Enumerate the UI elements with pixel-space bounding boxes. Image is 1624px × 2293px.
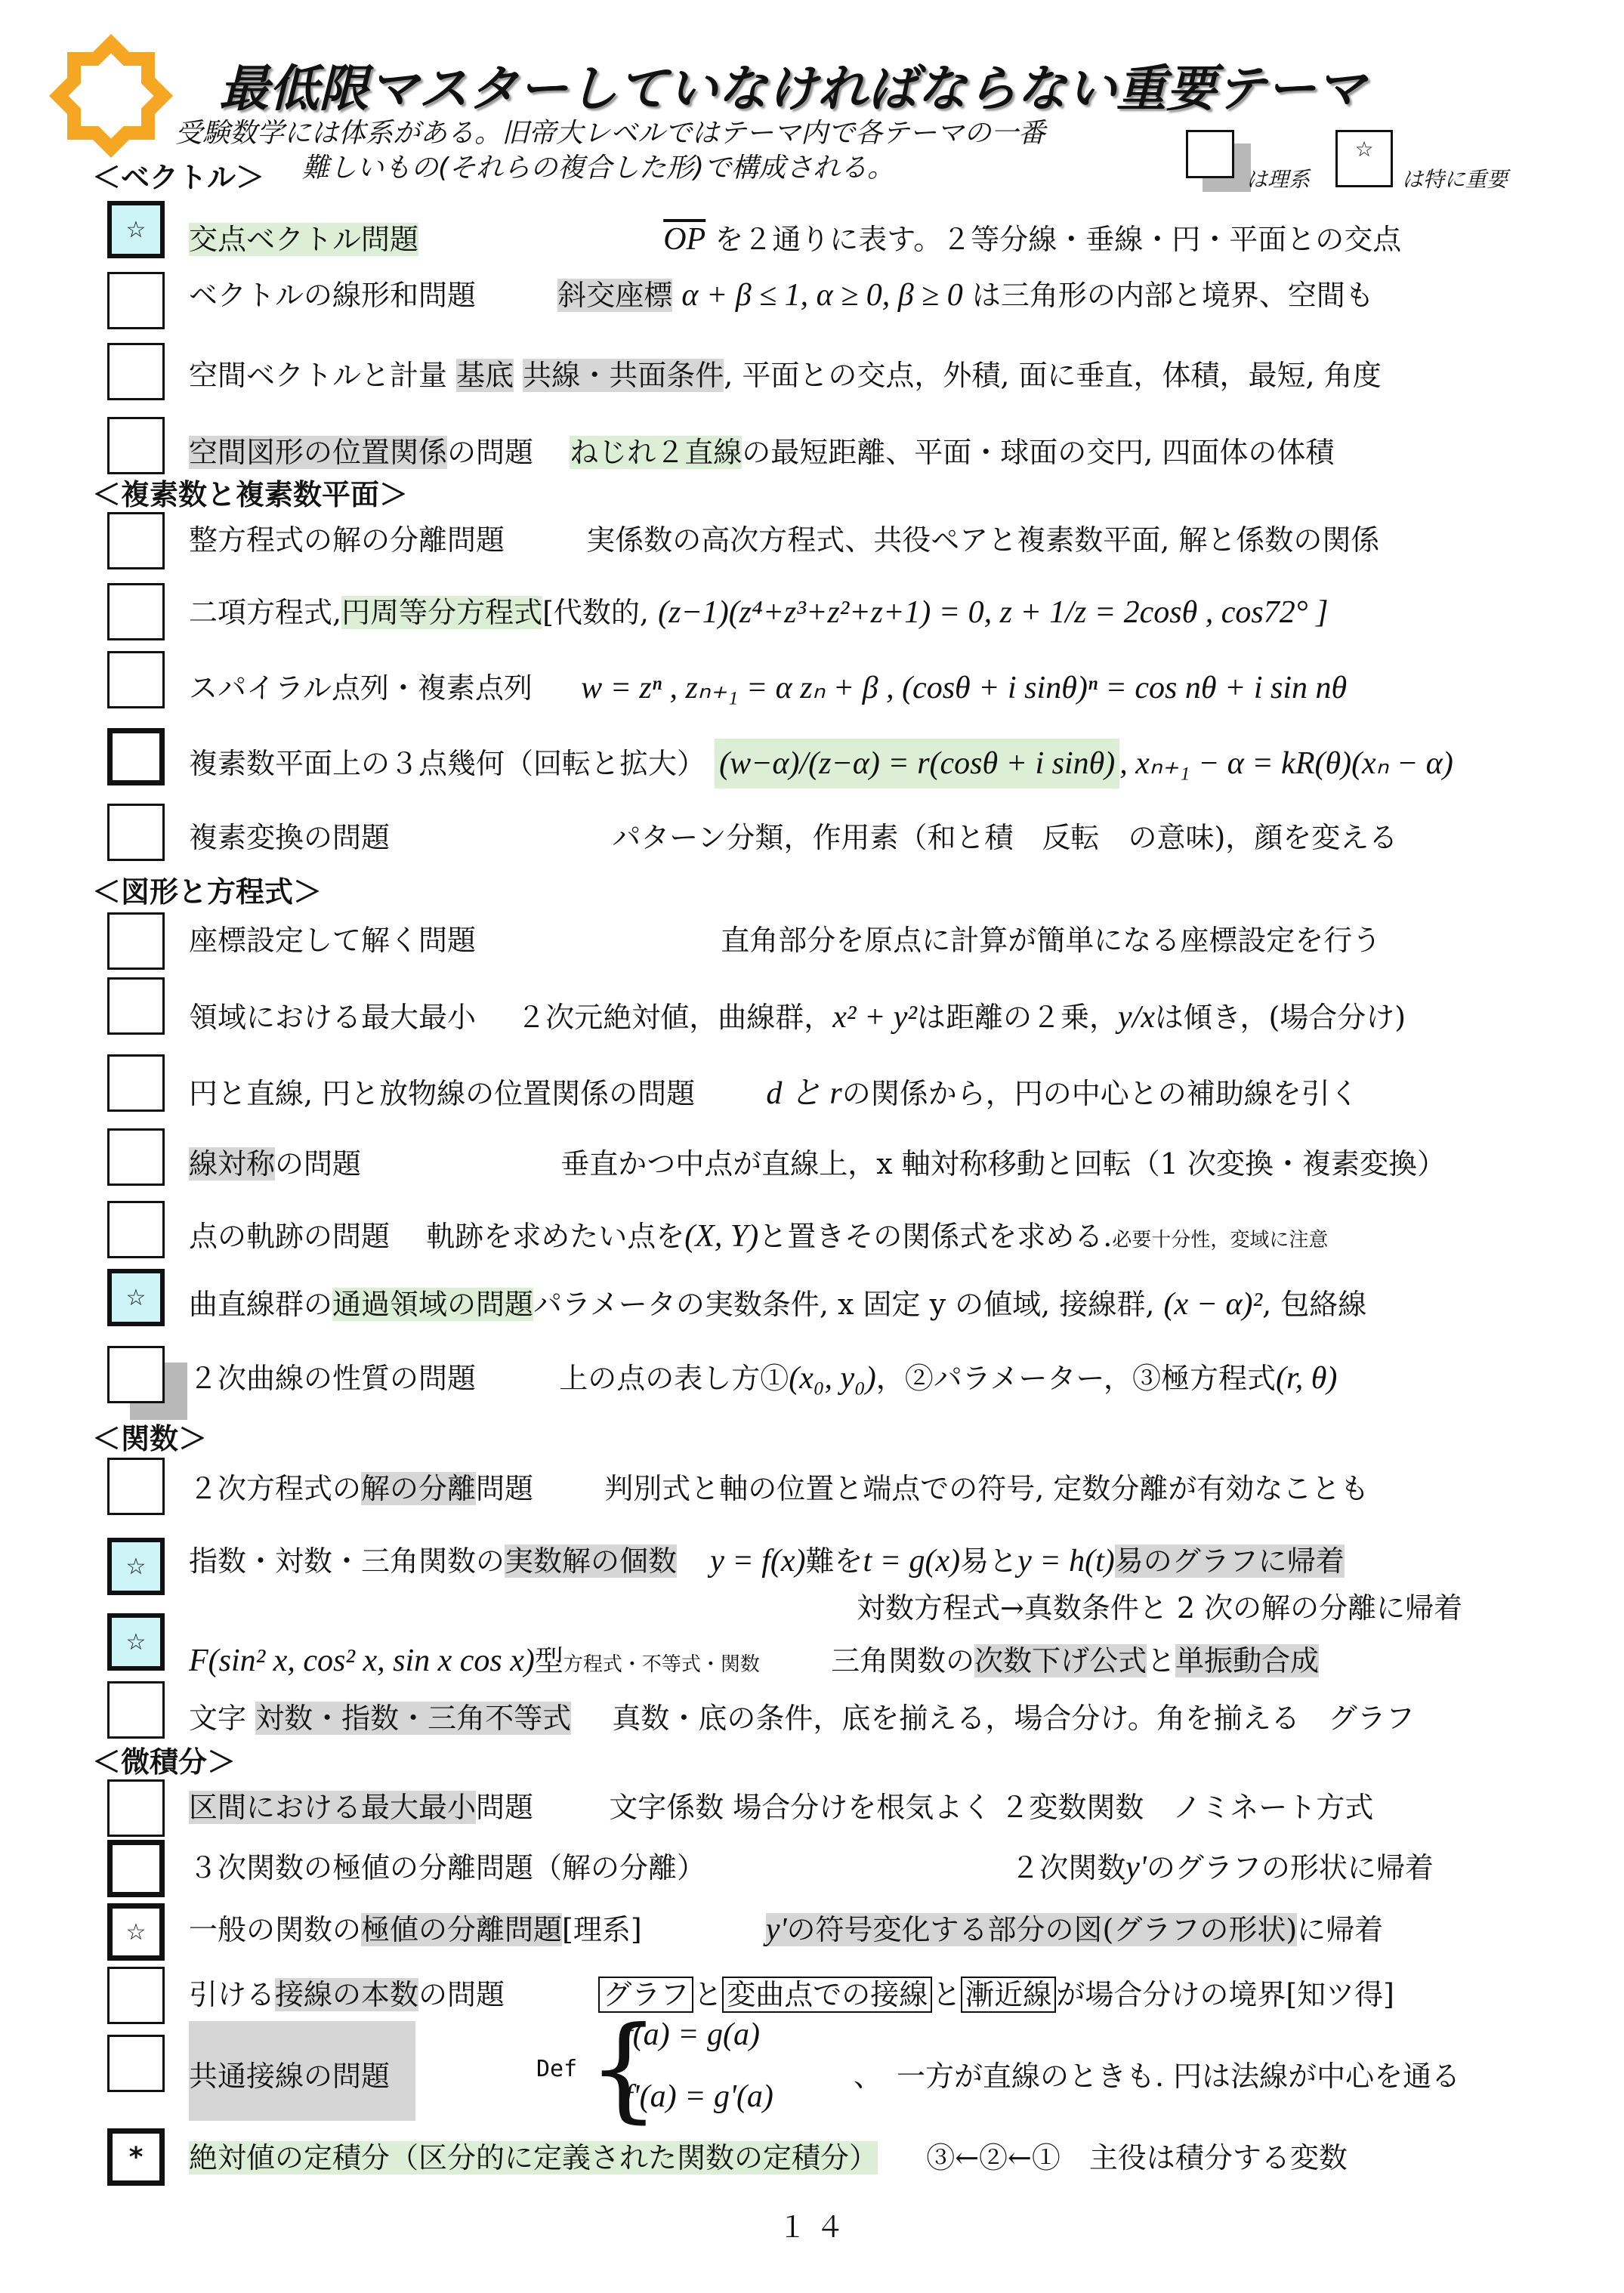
math-expr: α + β ≤ 1, α ≥ 0, β ≥ 0 — [681, 278, 963, 313]
row-function-2b — [857, 1585, 1582, 1626]
checkbox[interactable] — [107, 651, 165, 708]
detail-text: , 包絡線 — [1262, 1288, 1367, 1321]
checkbox[interactable] — [107, 1201, 165, 1258]
topic-text: 問題 — [476, 1791, 534, 1824]
detail-text: 文字係数 場合分けを根気よく ２変数関数 ノミネート方式 — [609, 1791, 1374, 1824]
highlight-text: 絶対値の定積分（区分的に定義された関数の定積分） — [189, 2141, 878, 2174]
octagram-star-icon — [47, 32, 175, 160]
star-icon: ☆ — [125, 1284, 147, 1311]
detail-text: 上の点の表し方① — [559, 1362, 789, 1395]
detail-text: と — [1147, 1644, 1176, 1677]
detail-text: 判別式と軸の位置と端点での符号, 定数分離が有効なことも — [604, 1472, 1369, 1505]
row-vector-2 — [189, 272, 1579, 313]
math-expr: f'(a) = g'(a) — [624, 2079, 773, 2114]
topic-text: 交点ベクトル問題 — [189, 223, 419, 256]
math-expr: (x − α)² — [1163, 1287, 1263, 1322]
topic-text: 指数・対数・三角関数の — [189, 1545, 505, 1578]
highlight-text: 解の分離 — [361, 1472, 477, 1505]
highlight-text: 空間図形の位置関係 — [189, 436, 448, 469]
row-figure-2 — [189, 994, 1579, 1035]
topic-text: 引ける — [189, 1978, 276, 2011]
note-text: 必要十分性，変域に注意 — [1112, 1229, 1329, 1251]
row-function-1 — [189, 1465, 1579, 1507]
highlight-text: 易のグラフに帰着 — [1114, 1545, 1345, 1578]
checkbox[interactable] — [107, 583, 165, 640]
highlight-text: 実数解の個数 — [505, 1545, 678, 1578]
highlight-text: 区間における最大最小 — [189, 1791, 477, 1824]
topic-text: ２次方程式の — [189, 1472, 362, 1505]
topic-text: の問題 — [304, 2060, 391, 2093]
topic-text: 空間ベクトルと計量 — [189, 359, 448, 392]
legend-important-label: は特に重要 — [1402, 167, 1508, 192]
checkbox[interactable] — [107, 1054, 165, 1112]
section-calculus: ＜微積分＞ — [92, 1745, 236, 1779]
row-complex-3 — [189, 665, 1579, 706]
math-expr: , xₙ₊₁ − α = kR(θ)(xₙ − α) — [1119, 746, 1453, 781]
math-op: $\overline{OP}$ — [663, 222, 706, 257]
topic-text: の問題 — [418, 1978, 505, 2011]
math-expr: (z−1)(z⁴+z³+z²+z+1) = 0 — [658, 595, 984, 630]
star-icon: ☆ — [125, 1628, 147, 1656]
def-label: Def — [536, 2056, 578, 2082]
row-vector-1 — [189, 216, 1579, 258]
note-text: 方程式・不等式・関数 — [563, 1653, 760, 1676]
checkbox[interactable] — [107, 2035, 165, 2092]
subtitle-line1: 受験数学には体系がある。旧帝大レベルではテーマ内で各テーマの一番 — [175, 118, 1046, 149]
detail-text: ２次関数 — [1011, 1851, 1126, 1884]
highlight-text: 斜交座標 — [557, 279, 673, 312]
row-figure-5 — [189, 1213, 1579, 1255]
detail-text: が場合分けの境界[知ツ得] — [1056, 1978, 1394, 2011]
detail-text: 対数方程式→真数条件と 2 次の解の分離に帰着 — [857, 1591, 1463, 1625]
detail-text: の関係から，円の中心との補助線を引く — [841, 1077, 1359, 1110]
topic-text: 点の軌跡の問題 — [189, 1220, 391, 1253]
detail-text: の最短距離、平面・球面の交円, 四面体の体積 — [742, 436, 1335, 469]
star-icon: ☆ — [125, 1553, 147, 1580]
detail-text: パターン分類，作用素（和と積 反転 の意味)，顔を変える — [612, 821, 1398, 854]
row-calculus-3 — [189, 1906, 1579, 1948]
boxed-text: 変曲点での接線 — [722, 1977, 932, 2013]
math-expr: (r, θ) — [1276, 1361, 1338, 1396]
legend-important-box — [1335, 130, 1393, 187]
topic-text: 問題 — [476, 1472, 534, 1505]
topic-text: 座標設定して解く問題 — [189, 924, 477, 957]
checkbox[interactable] — [107, 512, 165, 569]
star-icon: ☆ — [125, 216, 147, 243]
highlight-text: 対数・指数・三角不等式 — [255, 1702, 572, 1735]
section-complex: ＜複素数と複素数平面＞ — [92, 478, 409, 511]
checkbox-asterisk[interactable] — [107, 2128, 165, 2186]
checkbox[interactable] — [107, 272, 165, 329]
row-calculus-4 — [189, 1971, 1579, 2013]
math-expr: (x₀, y₀) — [789, 1361, 876, 1396]
section-function: ＜関数＞ — [92, 1422, 208, 1455]
math-expr: y = h(t) — [1017, 1544, 1115, 1579]
page-title: 最低限マスターしていなければならない重要テーマ — [219, 60, 1366, 118]
highlight-text: 共線・共面条件 — [523, 359, 724, 392]
topic-text: 曲直線群の — [189, 1288, 333, 1321]
detail-text: ③←②←① 主役は積分する変数 — [926, 2141, 1348, 2174]
topic-text: 複素数平面上の３点幾何（回転と拡大） — [189, 747, 706, 780]
detail-text: のグラフの形状に帰着 — [1146, 1851, 1434, 1884]
subtitle-line2: 難しいもの(それらの複合した形)で構成される。 — [302, 153, 895, 184]
row-figure-7 — [189, 1355, 1579, 1396]
detail-text: 垂直かつ中点が直線上，x 軸対称移動と回転（1 次変換・複素変換） — [560, 1147, 1446, 1180]
checkbox[interactable] — [107, 977, 165, 1035]
checkbox[interactable] — [107, 1458, 165, 1515]
highlight-text: 円周等分方程式 — [341, 596, 543, 629]
topic-text: 領域における最大最小 — [189, 1001, 477, 1034]
highlight-text: 単振動合成 — [1175, 1644, 1320, 1677]
detail-text: と — [932, 1978, 962, 2011]
checkbox-star[interactable] — [107, 201, 165, 258]
section-vector: ＜ベクトル＞ — [92, 161, 265, 194]
highlight-text: 通過領域の問題 — [332, 1288, 534, 1321]
checkbox[interactable] — [107, 804, 165, 861]
math-expr: y' — [1125, 1850, 1147, 1885]
page-number: １４ — [778, 2211, 854, 2244]
topic-text: スパイラル点列・複素点列 — [189, 671, 533, 705]
detail-text: 実係数の高次方程式、共役ペアと複素数平面, 解と係数の関係 — [586, 523, 1380, 557]
legend-star-icon: ☆ — [1354, 137, 1374, 162]
star-icon: ☆ — [125, 1918, 147, 1946]
highlight-text: ねじれ２直線 — [570, 436, 743, 469]
row-complex-2 — [189, 589, 1579, 631]
legend-science-label: は理系 — [1246, 167, 1311, 192]
checkbox-star[interactable] — [107, 1538, 165, 1595]
topic-text: 整方程式の解の分離問題 — [189, 523, 505, 557]
highlight-text: 極値の分離問題 — [361, 1913, 563, 1946]
math-expr: w = zⁿ , zₙ₊₁ = α zₙ + β , (cosθ + i sinθ)ⁿ = cos nθ + i sin nθ — [581, 671, 1348, 705]
row-complex-4 — [189, 740, 1579, 782]
topic-text: の問題 — [447, 436, 534, 469]
detail-text: ２次元絶対値，曲線群， — [517, 1001, 833, 1034]
math-expr: (w−α)/(z−α) = r(cosθ + i sinθ) — [715, 739, 1119, 789]
row-complex-5 — [189, 814, 1579, 856]
row-function-3 — [189, 1637, 1579, 1679]
brace-icon: { — [588, 2003, 660, 2134]
detail-text: 、 一方が直線のときも. 円は法線が中心を通る — [854, 2060, 1461, 2093]
checkbox[interactable] — [107, 912, 165, 970]
checkbox-star[interactable] — [107, 1613, 165, 1671]
math-expr: x² + y² — [832, 1000, 918, 1035]
math-expr: t = g(x) — [863, 1544, 961, 1579]
asterisk-icon: * — [128, 2141, 144, 2173]
math-expr: F(sin² x, cos² x, sin x cos x) — [189, 1643, 535, 1678]
detail-text: は傾き，(場合分け) — [1155, 1001, 1406, 1034]
detail-text: に帰着 — [1297, 1913, 1384, 1946]
checkbox[interactable] — [107, 343, 165, 400]
detail-text: [代数的, — [542, 596, 650, 629]
detail-text: 真数・底の条件，底を揃える，場合分け。角を揃える グラフ — [612, 1702, 1415, 1735]
section-figure: ＜図形と方程式＞ — [92, 875, 323, 909]
row-figure-4 — [189, 1140, 1579, 1182]
row-figure-6 — [189, 1281, 1579, 1322]
detail-text: パラメータの実数条件, x 固定 y の値域, 接線群, — [533, 1288, 1155, 1321]
detail-text: と — [693, 1978, 723, 2011]
highlight-text: 基底 — [456, 359, 514, 392]
topic-text: ２次曲線の性質の問題 — [189, 1362, 477, 1395]
topic-text: 二項方程式, — [189, 596, 342, 629]
row-calculus-1 — [189, 1784, 1579, 1825]
checkbox[interactable] — [107, 1967, 165, 2024]
math-expr: (X, Y) — [684, 1219, 759, 1254]
checkbox[interactable] — [107, 1128, 165, 1186]
row-vector-3 — [189, 352, 1579, 393]
row-calculus-2 — [189, 1844, 1579, 1886]
checkbox[interactable] — [107, 728, 165, 785]
row-complex-1 — [189, 517, 1579, 558]
math-expr: d と r — [766, 1076, 842, 1111]
row-figure-3 — [189, 1068, 1579, 1113]
topic-text: 文字 — [189, 1702, 247, 1735]
topic-text: [理系] — [562, 1913, 642, 1946]
checkbox[interactable] — [107, 1346, 165, 1403]
detail-text: は三角形の内部と境界、空間も — [971, 279, 1374, 312]
detail-text: ，②パラメーター，③極方程式 — [875, 1362, 1277, 1395]
topic-text: 型 — [534, 1644, 563, 1677]
detail-text: と置きその関係式を求める. — [758, 1220, 1113, 1253]
math-expr: y = f(x) — [710, 1544, 806, 1579]
math-expr: y' — [765, 1912, 787, 1947]
topic-text: ３次関数の極値の分離問題（解の分離） — [189, 1851, 706, 1884]
checkbox[interactable] — [107, 1779, 165, 1837]
boxed-text: 漸近線 — [961, 1977, 1056, 2013]
topic-text: 一般の関数の — [189, 1913, 362, 1946]
boxed-text: グラフ — [598, 1977, 693, 2013]
row-calculus-5b — [854, 2053, 1579, 2094]
checkbox[interactable] — [107, 417, 165, 474]
math-expr: y/x — [1118, 1000, 1155, 1035]
detail-text: 三角関数の — [831, 1644, 975, 1677]
checkbox[interactable] — [107, 1681, 165, 1739]
detail-text: は距離の２乗， — [917, 1001, 1119, 1034]
row-vector-4 — [189, 429, 1579, 471]
math-expr: , z + 1/z = 2cosθ , cos72° ] — [983, 595, 1329, 630]
legend-science-box — [1186, 130, 1234, 178]
checkbox-star[interactable] — [107, 1269, 165, 1326]
row-function-2 — [189, 1538, 1579, 1579]
topic-text: 複素変換の問題 — [189, 821, 391, 854]
highlight-text: 線対称 — [189, 1147, 276, 1180]
highlight-text: 接線の本数 — [275, 1978, 419, 2011]
row-figure-1 — [189, 917, 1579, 958]
topic-text: 共通接線 — [189, 2060, 304, 2093]
topic-text: 円と直線, 円と放物線の位置関係の問題 — [189, 1077, 696, 1110]
detail-text: 難を — [805, 1545, 863, 1578]
detail-text: 直角部分を原点に計算が簡単になる座標設定を行う — [721, 924, 1382, 957]
detail-text: を２通りに表す。２等分線・垂線・円・平面との交点 — [715, 223, 1402, 256]
topic-text: の問題 — [275, 1147, 362, 1180]
math-expr: f(a) = g(a) — [624, 2017, 760, 2052]
checkbox-star[interactable] — [107, 1903, 165, 1961]
detail-text: 軌跡を求めたい点を — [426, 1220, 685, 1253]
checkbox[interactable] — [107, 1840, 165, 1897]
highlight-text: 次数下げ公式 — [974, 1644, 1147, 1677]
detail-text: 易と — [960, 1545, 1018, 1578]
topic-text: ベクトルの線形和問題 — [189, 279, 477, 312]
row-calculus-6 — [189, 2134, 1579, 2176]
highlight-text: の符号変化する部分の図(グラフの形状) — [786, 1913, 1298, 1946]
detail-text: , 平面との交点，外積, 面に垂直，体積，最短, 角度 — [724, 359, 1382, 392]
row-function-4 — [189, 1695, 1579, 1736]
